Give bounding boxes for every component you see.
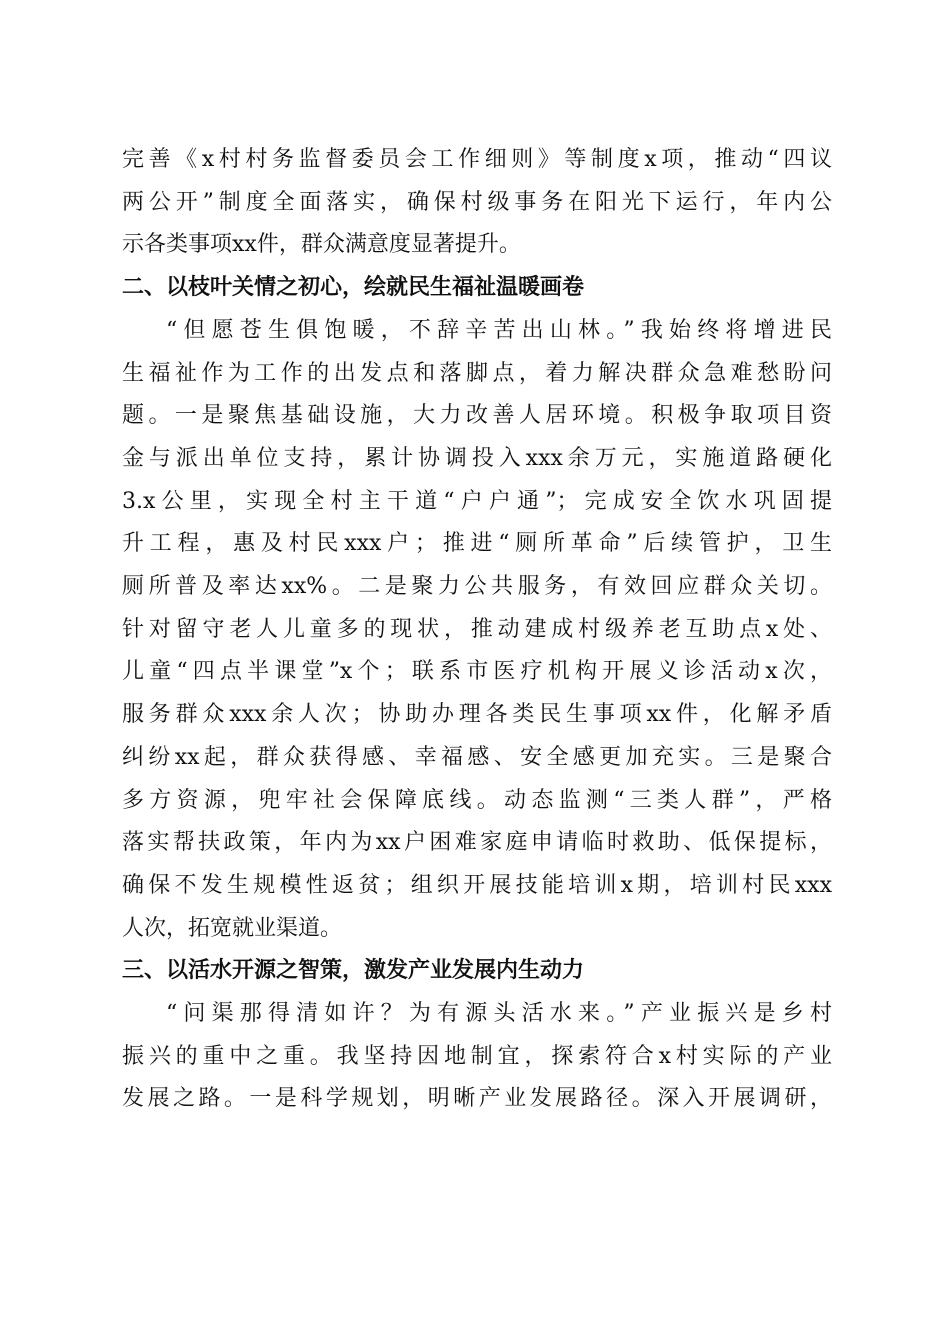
text-line: 示各类事项xx件，群众满意度显著提升。 <box>122 232 521 258</box>
paragraph-livelihood <box>122 310 832 951</box>
text-line: 振兴的重中之重。我坚持因地制宜，探索符合x村实际的产业 <box>122 1043 832 1069</box>
text-line: 人次，拓宽就业渠道。 <box>122 915 343 941</box>
text-line: 发展之路。一是科学规划，明晰产业发展路径。深入开展调研， <box>122 1086 832 1112</box>
paragraph-industry <box>122 993 832 1121</box>
text-line: 生福祉作为工作的出发点和落脚点，着力解决群众急难愁盼问 <box>122 360 832 386</box>
text-line: “问渠那得清如许？为有源头活水来。”产业振兴是乡村 <box>166 1001 832 1027</box>
document-body <box>122 139 832 1121</box>
text-line: 3.x公里，实现全村主干道“户户通”；完成安全饮水巩固提 <box>122 488 832 514</box>
text-line: 儿童“四点半课堂”x个；联系市医疗机构开展义诊活动x次， <box>122 659 832 685</box>
paragraph-village-supervision <box>122 139 832 267</box>
section-heading-livelihood: 二、以枝叶关情之初心，绘就民生福祉温暖画卷 <box>122 275 585 301</box>
text-line: 完善《x村村务监督委员会工作细则》等制度x项，推动“四议 <box>122 147 832 172</box>
section-heading-industry: 三、以活水开源之智策，激发产业发展内生动力 <box>122 958 585 984</box>
text-line: 多方资源，兜牢社会保障底线。动态监测“三类人群”，严格 <box>122 787 832 813</box>
text-line: 厕所普及率达xx%。二是聚力公共服务，有效回应群众关切。 <box>122 574 832 600</box>
text-line: 针对留守老人儿童多的现状，推动建成村级养老互助点x处、 <box>122 616 832 642</box>
text-line: 落实帮扶政策，年内为xx户困难家庭申请临时救助、低保提标， <box>122 830 832 856</box>
text-line: 金与派出单位支持，累计协调投入xxx余万元，实施道路硬化 <box>122 445 832 471</box>
text-line: 两公开”制度全面落实，确保村级事务在阳光下运行，年内公 <box>122 189 832 215</box>
text-line: 确保不发生规模性返贫；组织开展技能培训x期，培训村民xxx <box>122 872 832 898</box>
text-line: 题。一是聚焦基础设施，大力改善人居环境。积极争取项目资 <box>122 403 832 429</box>
text-line: 服务群众xxx余人次；协助办理各类民生事项xx件，化解矛盾 <box>122 702 832 728</box>
text-line: 升工程，惠及村民xxx户；推进“厕所革命”后续管护，卫生 <box>122 531 832 557</box>
text-line: 纠纷xx起，群众获得感、幸福感、安全感更加充实。三是聚合 <box>122 744 832 770</box>
text-line: “但愿苍生俱饱暖，不辞辛苦出山林。”我始终将增进民 <box>166 317 832 343</box>
